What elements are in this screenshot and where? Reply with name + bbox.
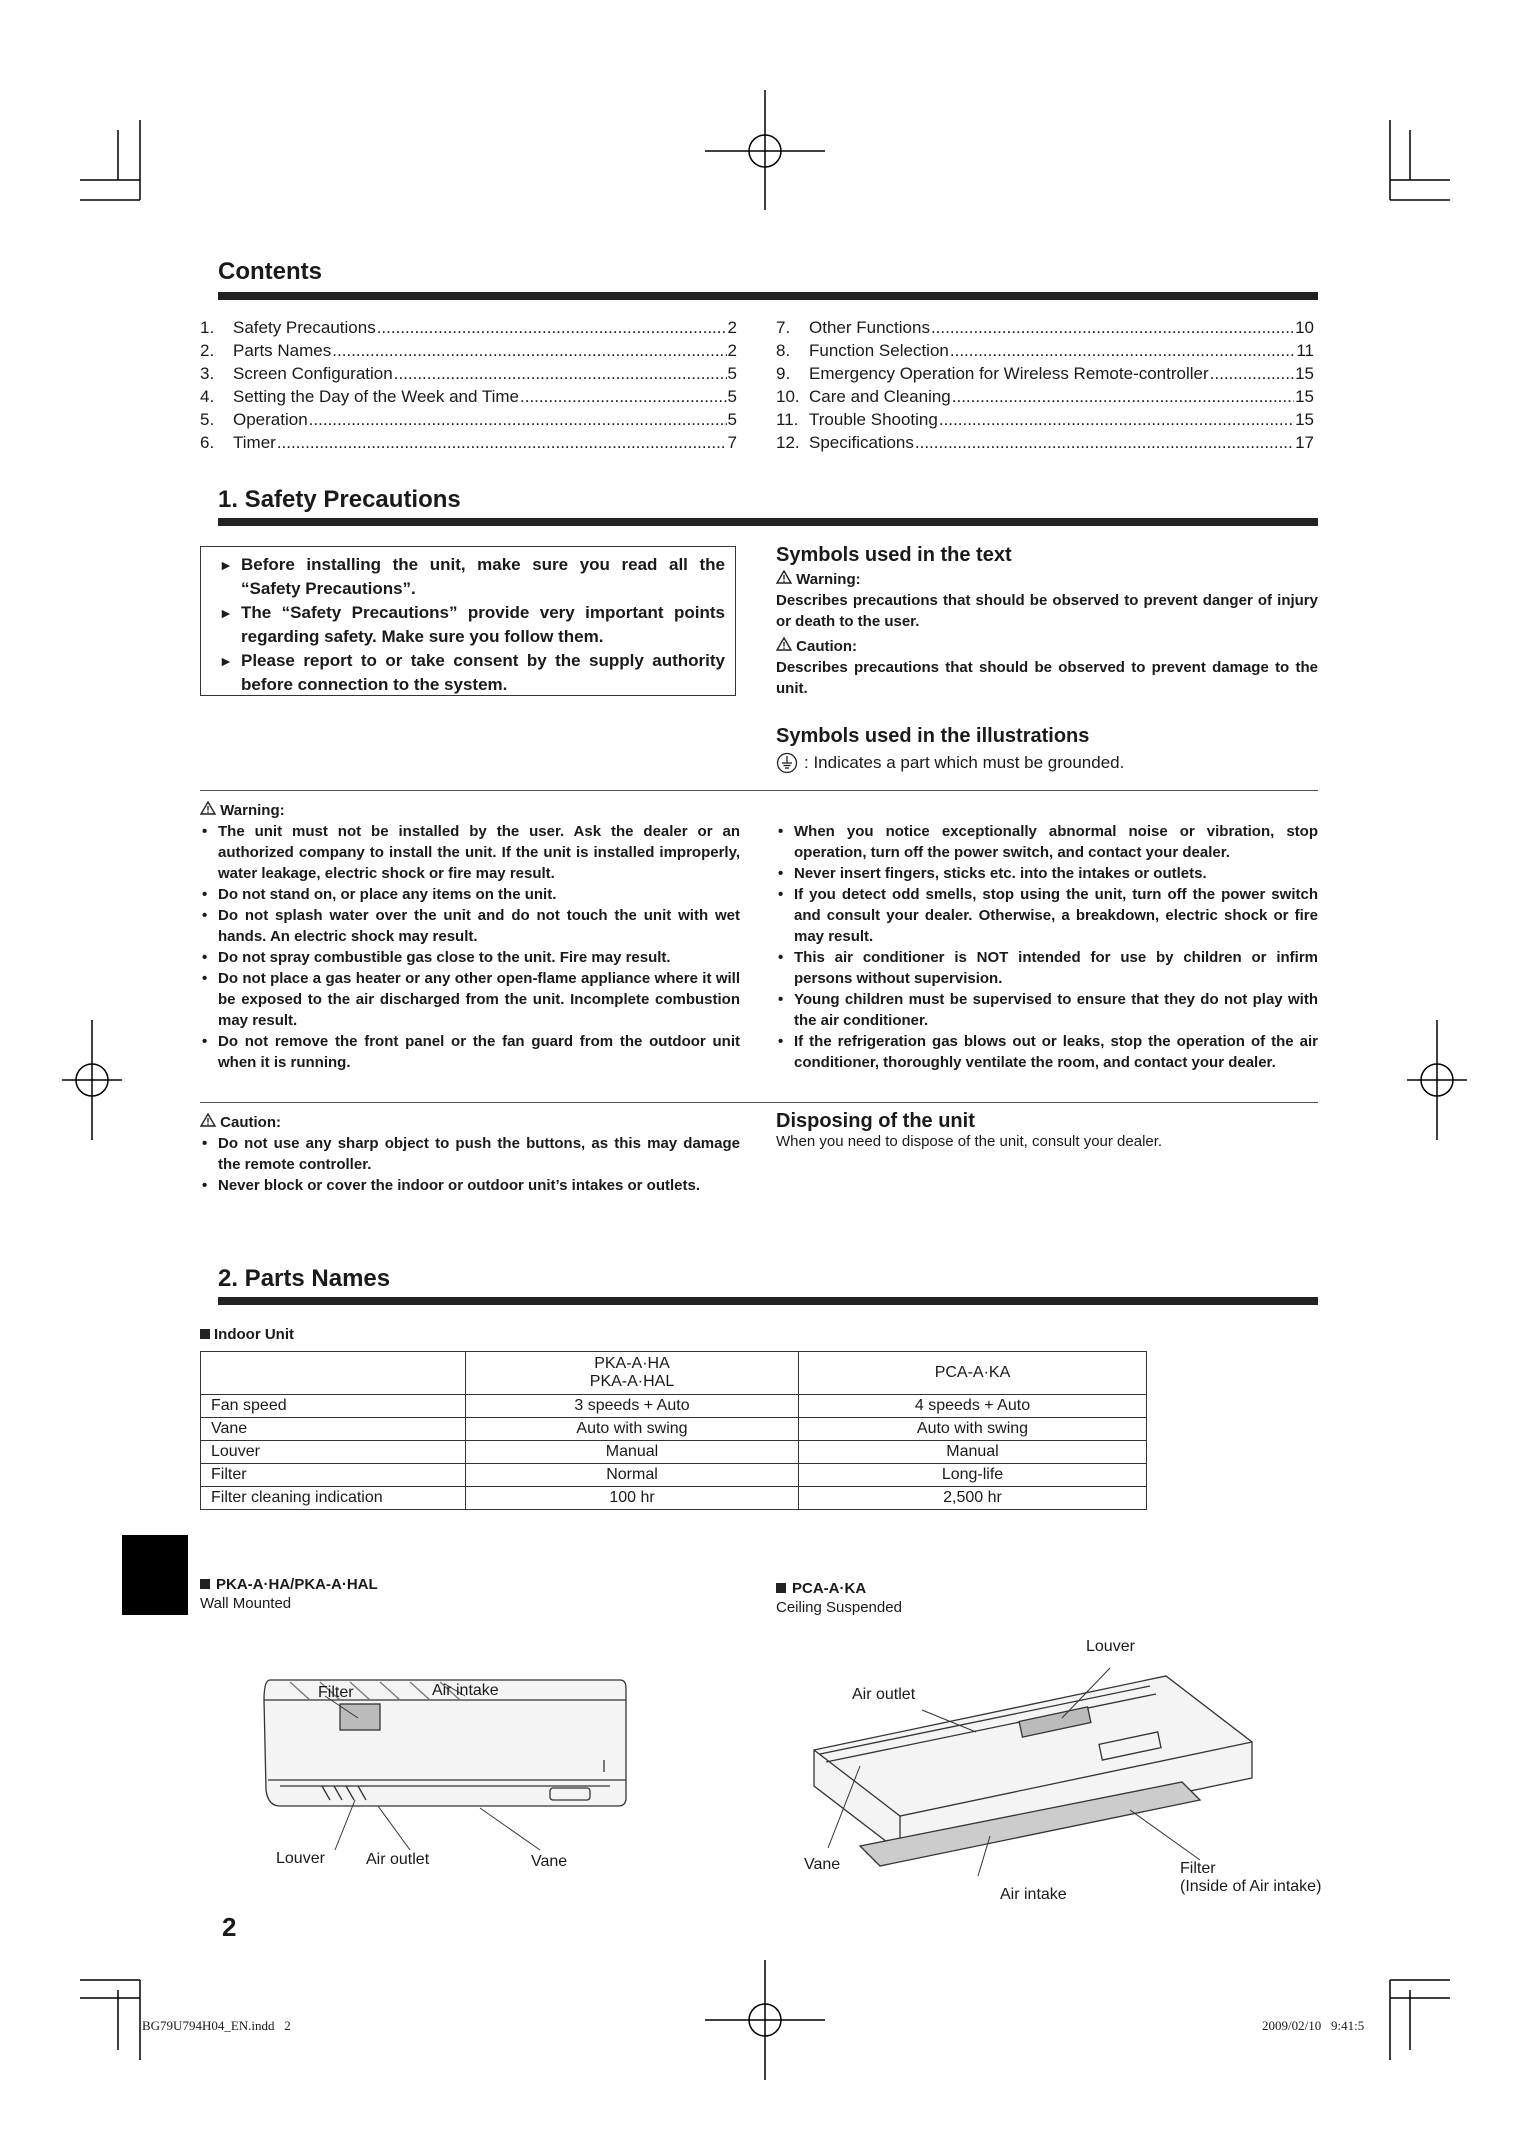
parts-table bbox=[200, 1351, 1147, 1510]
toc-leader bbox=[931, 316, 1294, 339]
warning-symbol-row bbox=[776, 569, 1318, 590]
toc-leader bbox=[915, 431, 1294, 454]
toc-page: 7 bbox=[727, 433, 737, 452]
wall-label-vane: Vane bbox=[531, 1853, 568, 1870]
ground-icon bbox=[776, 752, 798, 774]
square-bullet-icon bbox=[200, 1579, 210, 1589]
table-row bbox=[201, 1441, 1147, 1464]
row-value-pca: 2,500 hr bbox=[799, 1487, 1147, 1510]
ceiling-unit-title: PCA-A·KA bbox=[792, 1580, 867, 1597]
footer-timestamp: 2009/02/10 9:41:5 bbox=[1262, 2018, 1365, 2033]
indoor-unit-label-row bbox=[200, 1326, 294, 1343]
toc-page: 2 bbox=[727, 318, 737, 337]
warnings-right-list bbox=[776, 821, 1318, 1073]
toc-leader bbox=[309, 408, 727, 431]
page-number: 2 bbox=[222, 1912, 237, 1942]
toc-leader bbox=[1210, 362, 1294, 385]
list-item: • Do not remove the front panel or the fan guard from the outdoor unit when it is running. bbox=[200, 1031, 740, 1073]
row-value-pca: Auto with swing bbox=[799, 1418, 1147, 1441]
table-header-blank bbox=[201, 1352, 466, 1395]
toc-page: 5 bbox=[727, 387, 737, 406]
safety-rule bbox=[218, 518, 1318, 526]
toc-number: 11. bbox=[776, 410, 799, 429]
toc-number: 10. bbox=[776, 387, 800, 406]
row-value-pka: Manual bbox=[466, 1441, 799, 1464]
row-name: Vane bbox=[201, 1418, 466, 1441]
toc-label: Other Functions bbox=[809, 318, 930, 337]
ceiling-unit-subtitle: Ceiling Suspended bbox=[776, 1599, 902, 1616]
ceiling-label-vane: Vane bbox=[804, 1856, 841, 1873]
toc-entry bbox=[200, 316, 737, 339]
parts-rule bbox=[218, 1297, 1318, 1305]
list-item: • Do not use any sharp object to push the buttons, as this may damage the remote controller. bbox=[200, 1133, 740, 1175]
ceiling-label-louver: Louver bbox=[1086, 1638, 1135, 1655]
toc-page: 15 bbox=[1295, 410, 1314, 429]
list-item: • The unit must not be installed by the user. Ask the dealer or an authorized company to install the unit. If the unit is installed improperly, water leakage, electric shock or fire may result. bbox=[200, 821, 740, 884]
toc-label: Care and Cleaning bbox=[809, 387, 951, 406]
divider-1 bbox=[200, 790, 1318, 791]
symbols-text-title: Symbols used in the text bbox=[776, 544, 1012, 566]
indoor-unit-label: Indoor Unit bbox=[214, 1326, 294, 1343]
warnings-right bbox=[776, 821, 1318, 1073]
warnings-left bbox=[200, 800, 740, 1073]
toc-number: 8. bbox=[776, 341, 791, 360]
row-value-pka: Auto with swing bbox=[466, 1418, 799, 1441]
toc-entry bbox=[200, 339, 737, 362]
toc-entry bbox=[776, 316, 1314, 339]
list-item: • If the refrigeration gas blows out or leaks, stop the operation of the air conditioner, thoroughly ventilate the room, and contact your dealer. bbox=[776, 1031, 1318, 1073]
list-item: • If you detect odd smells, stop using the unit, turn off the power switch and consult your dealer. Otherwise, a breakdown, electric shock or fire may result. bbox=[776, 884, 1318, 947]
toc-label: Trouble Shooting bbox=[809, 410, 938, 429]
toc-label: Safety Precautions bbox=[233, 318, 376, 337]
toc-label: Operation bbox=[233, 410, 308, 429]
caution-triangle-icon bbox=[200, 1113, 216, 1127]
wall-unit-subtitle: Wall Mounted bbox=[200, 1595, 292, 1612]
safety-notice-list bbox=[219, 553, 725, 697]
toc-number: 9. bbox=[776, 364, 791, 383]
toc-entry bbox=[776, 408, 1314, 431]
list-item: ► The “Safety Precautions” provide very important points regarding safety. Make sure you follow them. bbox=[219, 601, 725, 649]
cautions bbox=[200, 1112, 740, 1196]
disposing bbox=[776, 1110, 1318, 1150]
safety-title: 1. Safety Precautions bbox=[218, 486, 461, 513]
row-name: Filter bbox=[201, 1464, 466, 1487]
row-name: Fan speed bbox=[201, 1395, 466, 1418]
toc-page: 10 bbox=[1295, 318, 1314, 337]
row-name: Louver bbox=[201, 1441, 466, 1464]
wall-label-louver: Louver bbox=[276, 1850, 325, 1867]
toc-entry bbox=[200, 408, 737, 431]
toc-entry bbox=[200, 431, 737, 454]
cautions-list bbox=[200, 1133, 740, 1196]
toc-number: 5. bbox=[200, 410, 215, 429]
parts-title: 2. Parts Names bbox=[218, 1265, 391, 1292]
toc-label: Parts Names bbox=[233, 341, 332, 360]
header-pka-line1: PKA-A·HA bbox=[594, 1355, 670, 1372]
toc-number: 6. bbox=[200, 433, 215, 452]
table-header-pca: PCA-A·KA bbox=[799, 1352, 1147, 1395]
safety-notice-box bbox=[200, 546, 736, 696]
caution-label: Caution: bbox=[796, 638, 857, 655]
warning-label: Warning: bbox=[796, 571, 861, 588]
ceiling-label-filter-note: (Inside of Air intake) bbox=[1180, 1878, 1322, 1895]
toc-leader bbox=[377, 316, 727, 339]
warning-section-heading bbox=[200, 800, 740, 821]
row-value-pca: 4 speeds + Auto bbox=[799, 1395, 1147, 1418]
warning-triangle-icon bbox=[776, 570, 792, 584]
toc-number: 2. bbox=[200, 341, 215, 360]
list-item: • Do not stand on, or place any items on the unit. bbox=[200, 884, 740, 905]
caution-symbol-row bbox=[776, 636, 1318, 657]
row-value-pka: 100 hr bbox=[466, 1487, 799, 1510]
header-pka-line2: PKA-A·HAL bbox=[589, 1373, 675, 1390]
toc-entry bbox=[776, 385, 1314, 408]
toc-label: Screen Configuration bbox=[233, 364, 393, 383]
caution-desc: Describes precautions that should be observed to prevent damage to the unit. bbox=[776, 659, 1318, 697]
toc-right bbox=[776, 316, 1314, 454]
caution-triangle-icon bbox=[776, 637, 792, 651]
wall-unit-title: PKA-A·HA/PKA-A·HAL bbox=[216, 1576, 378, 1593]
list-item: • This air conditioner is NOT intended for use by children or infirm persons without supervision. bbox=[776, 947, 1318, 989]
toc-leader bbox=[277, 431, 727, 454]
footer-file: BG79U794H04_EN.indd 2 bbox=[142, 2018, 291, 2033]
caution-section-heading bbox=[200, 1112, 740, 1133]
list-item: • When you notice exceptionally abnormal noise or vibration, stop operation, turn off the power switch, and contact your dealer. bbox=[776, 821, 1318, 863]
toc-page: 11 bbox=[1296, 341, 1314, 360]
ceiling-label-air-outlet: Air outlet bbox=[852, 1686, 916, 1703]
toc-number: 4. bbox=[200, 387, 215, 406]
table-row bbox=[201, 1464, 1147, 1487]
list-item: • Never insert fingers, sticks etc. into the intakes or outlets. bbox=[776, 863, 1318, 884]
ground-row bbox=[776, 752, 1318, 774]
toc-page: 5 bbox=[727, 364, 737, 383]
toc-entry bbox=[776, 362, 1314, 385]
contents-rule bbox=[218, 292, 1318, 300]
section-tab-marker bbox=[122, 1535, 188, 1615]
toc-label: Emergency Operation for Wireless Remote-controller bbox=[809, 364, 1209, 383]
toc-page: 15 bbox=[1295, 387, 1314, 406]
warning-triangle-icon bbox=[200, 801, 216, 815]
symbols-text bbox=[776, 544, 1318, 774]
list-item: • Do not place a gas heater or any other open-flame appliance where it will be exposed to the air discharged from the unit. Incomplete combustion may result. bbox=[200, 968, 740, 1031]
list-item: • Young children must be supervised to ensure that they do not play with the air conditioner. bbox=[776, 989, 1318, 1031]
toc-number: 1. bbox=[200, 318, 215, 337]
symbols-illus-title: Symbols used in the illustrations bbox=[776, 725, 1090, 747]
disposing-title: Disposing of the unit bbox=[776, 1110, 975, 1132]
toc-entry bbox=[776, 339, 1314, 362]
ground-desc: : Indicates a part which must be grounded. bbox=[804, 753, 1125, 772]
toc-entry bbox=[200, 385, 737, 408]
list-item: • Do not spray combustible gas close to the unit. Fire may result. bbox=[200, 947, 740, 968]
square-bullet-icon bbox=[776, 1583, 786, 1593]
toc-label: Timer bbox=[233, 433, 276, 452]
toc-page: 2 bbox=[727, 341, 737, 360]
list-item: ► Please report to or take consent by the supply authority before connection to the system. bbox=[219, 649, 725, 697]
wall-label-air-outlet: Air outlet bbox=[366, 1851, 430, 1868]
toc-leader bbox=[394, 362, 727, 385]
toc-number: 7. bbox=[776, 318, 791, 337]
toc-label: Setting the Day of the Week and Time bbox=[233, 387, 520, 406]
disposing-text: When you need to dispose of the unit, consult your dealer. bbox=[776, 1133, 1163, 1150]
toc-page: 5 bbox=[727, 410, 737, 429]
list-item: • Never block or cover the indoor or outdoor unit’s intakes or outlets. bbox=[200, 1175, 740, 1196]
table-header-pka bbox=[466, 1352, 799, 1395]
ceiling-unit-heading bbox=[776, 1580, 902, 1616]
toc-leader bbox=[939, 408, 1294, 431]
toc-leader bbox=[520, 385, 727, 408]
warning-desc: Describes precautions that should be observed to prevent danger of injury or death to the user. bbox=[776, 592, 1318, 630]
toc-number: 12. bbox=[776, 433, 800, 452]
toc-leader bbox=[950, 339, 1295, 362]
toc-label: Function Selection bbox=[809, 341, 949, 360]
square-bullet-icon bbox=[200, 1329, 210, 1339]
table-row bbox=[201, 1487, 1147, 1510]
wall-label-filter: Filter bbox=[318, 1684, 354, 1701]
list-item: • Do not splash water over the unit and do not touch the unit with wet hands. An electric shock may result. bbox=[200, 905, 740, 947]
warnings-left-list bbox=[200, 821, 740, 1073]
warning-section-label: Warning: bbox=[220, 802, 285, 819]
toc-label: Specifications bbox=[809, 433, 914, 452]
row-value-pca: Long-life bbox=[799, 1464, 1147, 1487]
toc-entry bbox=[776, 431, 1314, 454]
toc-page: 15 bbox=[1295, 364, 1314, 383]
row-name: Filter cleaning indication bbox=[201, 1487, 466, 1510]
row-value-pca: Manual bbox=[799, 1441, 1147, 1464]
toc-leader bbox=[952, 385, 1294, 408]
caution-section-label: Caution: bbox=[220, 1114, 281, 1131]
ceiling-label-air-intake: Air intake bbox=[1000, 1886, 1067, 1903]
row-value-pka: 3 speeds + Auto bbox=[466, 1395, 799, 1418]
divider-2 bbox=[200, 1102, 1318, 1103]
ceiling-label-filter: Filter bbox=[1180, 1860, 1216, 1877]
table-row bbox=[201, 1395, 1147, 1418]
wall-unit-heading bbox=[200, 1576, 378, 1612]
toc-leader bbox=[332, 339, 726, 362]
toc-number: 3. bbox=[200, 364, 215, 383]
contents-title: Contents bbox=[218, 258, 322, 285]
row-value-pka: Normal bbox=[466, 1464, 799, 1487]
toc-left bbox=[200, 316, 737, 454]
wall-label-air-intake: Air intake bbox=[432, 1682, 499, 1699]
table-row bbox=[201, 1418, 1147, 1441]
toc-page: 17 bbox=[1295, 433, 1314, 452]
list-item: ► Before installing the unit, make sure you read all the “Safety Precautions”. bbox=[219, 553, 725, 601]
toc-entry bbox=[200, 362, 737, 385]
